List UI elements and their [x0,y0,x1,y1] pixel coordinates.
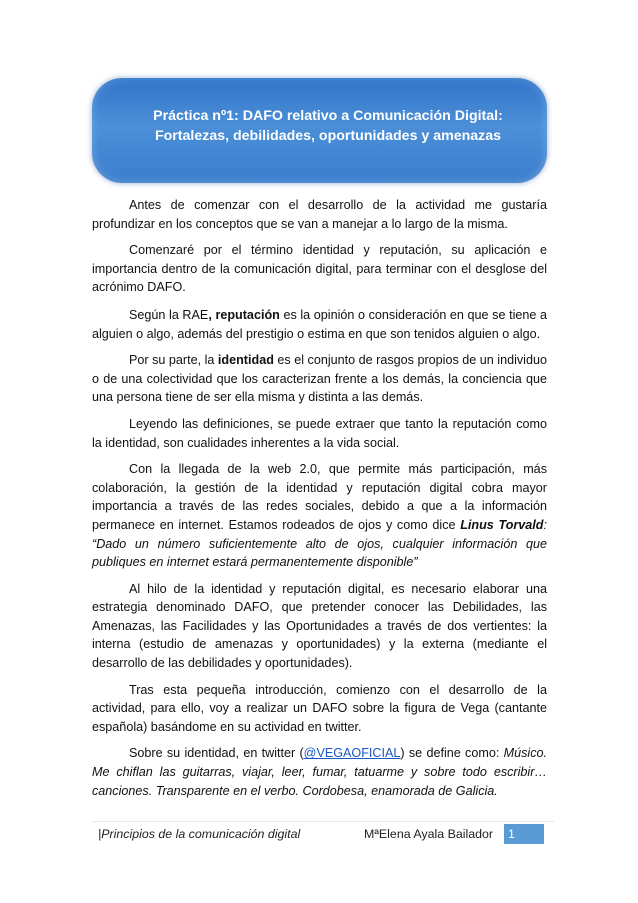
paragraph-web20 [92,460,547,572]
title-line-2: Fortalezas, debilidades, oportunidades y amenazas [154,128,502,144]
quote-torvald: “Dado un número suficientemente alto de ojos, cualquier información que publiques en internet estará permanentemente disponible” [92,536,547,570]
paragraph-intro [92,196,547,233]
paragraph-identity [92,351,547,407]
keyword-reputation: , reputación [208,307,280,322]
paragraph-terms-text: Comenzaré por el término identidad y reputación, su aplicación e importancia dentro de la comunicación digital, para terminar con el desglose del acrónimo DAFO. [92,243,547,295]
paragraph-twitter-text: Sobre su identidad, en twitter ( [129,746,304,761]
quote-bio: Músico. Me chiflan las guitarras, viajar, leer, fumar, tatuarme y sobre todo escribir… canciones. Transparente en el verbo. Cordobesa, enamorada de Galicia. [92,746,547,798]
paragraph-identity-text: Por su parte, la [129,353,218,368]
paragraph-dafo-text: Al hilo de la identidad y reputación digital, es necesario elaborar una estrategia denominado DAFO, que pretender conocer las Debilidades, las Amenazas, las Facilidades y las Oportunidades a través de dos vertientes: la interna (estudio de amenazas y oportunidades) y la externa (mediante el desarrollo de las debilidades y oportunidades). [92,581,547,671]
paragraph-intro-text: Antes de comenzar con el desarrollo de la actividad me gustaría profundizar en los conceptos que se van a manejar a lo largo de la misma. [92,198,547,231]
paragraph-vega-text: Tras esta pequeña introducción, comienzo con el desarrollo de la actividad, para ello, voy a realizar un DAFO sobre la figura de Vega (cantante española) basándome en su actividad en twitter. [92,682,547,734]
footer-author: MªElena Ayala Bailador [364,827,494,841]
document-body [92,196,547,808]
paragraph-reputation-text: Según la RAE [129,307,209,322]
twitter-handle-link[interactable]: @VEGAOFICIAL [303,746,401,761]
page-number-badge: 1 [504,824,544,844]
paragraph-vega [92,681,547,737]
keyword-linus-torvald: Linus Torvald [460,517,544,532]
paragraph-dafo [92,580,547,673]
paragraph-identity-text-2: es el conjunto de rasgos propios de un individuo o de una colectividad que los caracterizan frente a los demás, la conciencia que una persona tiene de ser ella misma y distinta a las demás. [92,353,547,405]
colon: : [543,517,547,532]
footer-course: |Principios de la comunicación digital [98,827,301,841]
paragraph-definitions-text: Leyendo las definiciones, se puede extraer que tanto la reputación como la identidad, son cualidades inherentes a la vida social. [92,416,547,450]
paragraph-definitions [92,415,547,452]
paragraph-twitter-text-2: ) se define como: [400,746,504,761]
paragraph-terms [92,241,547,297]
paragraph-web20-text: Con la llegada de la web 2.0, que permite más participación, más colaboración, la gestión de la identidad y reputación digital cobra mayor importancia a través de las redes sociales, debido a que a la información permanece en internet. Estamos rodeados de ojos y como dice [92,462,547,532]
paragraph-reputation [92,306,547,343]
document-title [138,106,518,146]
page-footer [92,821,554,844]
paragraph-twitter [92,744,547,800]
title-line-1: Práctica nº1: DAFO relativo a Comunicación Digital: [153,108,503,124]
keyword-identity: identidad [217,353,274,368]
paragraph-reputation-text-2: es la opinión o consideración en que se tiene a alguien o algo, además del prestigio o estima en que son tenidos alguien o algo. [92,307,548,341]
